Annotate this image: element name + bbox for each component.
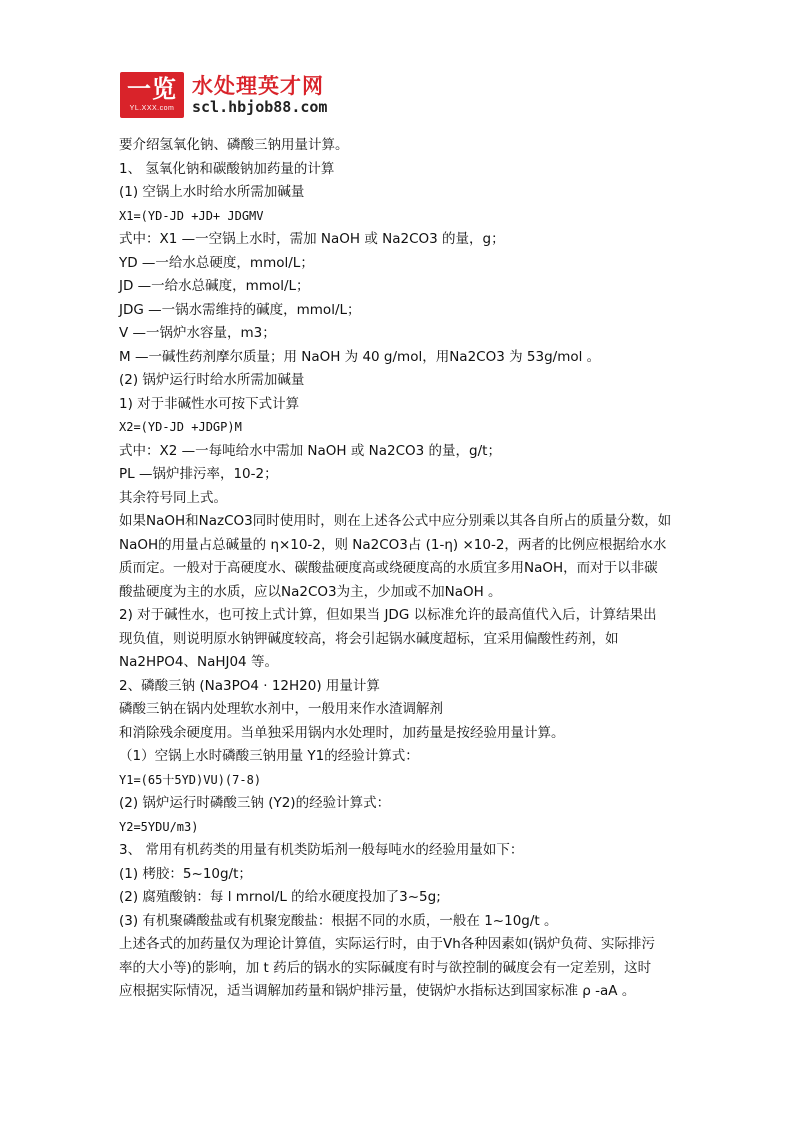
text-line: YD —一给水总硬度，mmol/L；	[119, 254, 314, 271]
text-line: (2) 腐殖酸钠：每 l mrnol/L 的给水硬度投加了3~5g;	[119, 889, 441, 905]
formula-line: X2=(YD-JD +JDGP)M	[119, 420, 242, 434]
text-line: 如果NaOH和NazCO3同时使用时，则在上述各公式中应分别乘以其各自所占的质量分数，如	[119, 513, 672, 529]
section-heading: 2、磷酸三钠 (Na3PO4 · 12H20) 用量计算	[119, 677, 380, 694]
text-line: Na2HPO4、NaHJ04 等。	[119, 654, 278, 670]
text-line: 酸盐硬度为主的水质，应以Na2CO3为主，少加或不加NaOH 。	[119, 583, 502, 600]
text-line: PL —锅炉排污率，10-2；	[119, 466, 278, 482]
formula-line: Y1=(65十5YD)VU)(7-8)	[119, 772, 262, 787]
text-line: V —一锅炉水容量，m3；	[119, 325, 276, 341]
text-line: 和消除残余硬度用。当单独采用锅内水处理时，加药量是按经验用量计算。	[119, 724, 565, 741]
text-line: (2) 锅炉运行时给水所需加碱量	[119, 372, 305, 388]
text-line: 率的大小等)的影响，加 t 药后的锅水的实际碱度有时与欲控制的碱度会有一定差别，这时	[119, 959, 652, 976]
document-body	[119, 134, 689, 1004]
text-line: 质而定。一般对于高硬度水、碳酸盐硬度高或绕硬度高的水质宜多用NaOH，而对于以非碳	[119, 560, 658, 576]
text-line: NaOH的用量占总碱量的 η×10-2，则 Na2CO3占 (1-η) ×10-2，两者的比例应根据给水水	[119, 536, 667, 553]
text-line: 上述各式的加药量仅为理论计算值，实际运行时，由于Vh各种因素如(锅炉负荷、实际排污	[119, 936, 656, 952]
text-line: 式中：X2 —一每吨给水中需加 NaOH 或 Na2CO3 的量，g/t；	[119, 442, 501, 459]
text-line: 磷酸三钠在锅内处理软水剂中，一般用来作水渣调解剂	[119, 701, 443, 717]
text-line: 现负值，则说明原水钠钾碱度较高，将会引起锅水碱度超标，宜采用偏酸性药剂，如	[119, 630, 619, 647]
site-url[interactable]: scl.hbjob88.com	[192, 98, 328, 116]
text-line: 应根据实际情况，适当调解加药量和锅炉排污量，使锅炉水指标达到国家标准 ρ -aA 。	[119, 983, 636, 999]
formula-line: Y2=5YDU/m3)	[119, 819, 199, 834]
text-line: M —一碱性药剂摩尔质量；用 NaOH 为 40 g/mol，用Na2CO3 为 53g/mol 。	[119, 348, 601, 365]
site-header	[120, 72, 340, 118]
formula-line: X1=(YD-JD +JD+ JDGMV	[119, 208, 264, 223]
text-line: 式中：X1 —一空锅上水时，需加 NaOH 或 Na2CO3 的量，g；	[119, 231, 505, 247]
text-line: JD —一给水总碱度，mmol/L；	[119, 278, 310, 294]
text-line: (1) 空锅上水时给水所需加碱量	[119, 184, 305, 200]
text-line: 1) 对于非碱性水可按下式计算	[119, 395, 300, 412]
text-line: 2) 对于碱性水，也可按上式计算，但如果当 JDG 以标准允许的最高值代入后，计算结果出	[119, 607, 657, 623]
logo-sub-text: YL.XXX.com	[129, 105, 175, 112]
site-name: 水处理英才网	[192, 74, 324, 98]
logo-main-text: 一览	[127, 75, 177, 103]
text-line: (2) 锅炉运行时磷酸三钠 (Y2)的经验计算式：	[119, 795, 391, 811]
text-line: (3) 有机聚磷酸盐或有机聚宠酸盐：根据不同的水质，一般在 1~10g/t 。	[119, 912, 558, 929]
text-line: JDG —一锅水需维持的碱度，mmol/L；	[119, 301, 361, 318]
site-logo[interactable]	[120, 72, 184, 118]
text-line: 要介绍氢氧化钠、磷酸三钠用量计算。	[119, 137, 349, 153]
text-line: 其余符号同上式。	[119, 489, 227, 506]
section-heading: 1、 氢氧化钠和碳酸钠加药量的计算	[119, 160, 335, 177]
section-heading: 3、 常用有机药类的用量有机类防垢剂一般每吨水的经验用量如下：	[119, 842, 524, 858]
text-line: (1) 栲胶：5~10g/t；	[119, 865, 252, 882]
text-line: （1）空锅上水时磷酸三钠用量 Y1的经验计算式：	[119, 748, 419, 764]
